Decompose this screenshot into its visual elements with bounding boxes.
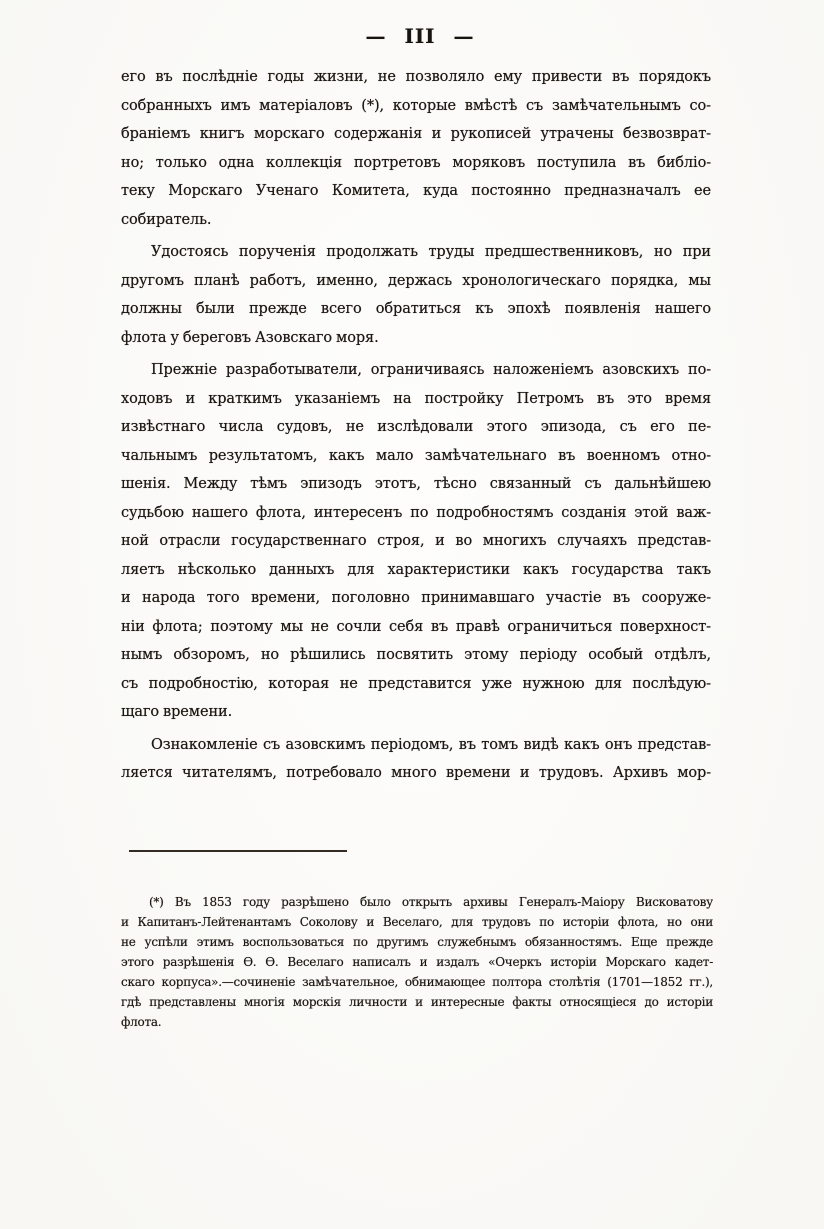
text-line: судьбою нашего флота, интересенъ по подробностямъ созданія этой важ- xyxy=(121,504,711,521)
text-line: но; только одна коллекція портретовъ моряковъ поступила въ библіо- xyxy=(121,154,711,171)
text-line: теку Морскаго Ученаго Комитета, куда постоянно предназначалъ ее xyxy=(121,183,711,199)
body-text xyxy=(121,63,711,792)
paragraph xyxy=(121,63,711,234)
text-line: ходовъ и краткимъ указаніемъ на постройку Петромъ въ это время xyxy=(121,390,711,407)
footnote-line: не успѣли этимъ воспользоваться по другимъ служебнымъ обязанностямъ. Еще прежде xyxy=(121,935,713,949)
text-line: флота у береговъ Азовскаго моря. xyxy=(121,329,379,346)
footnote-line: флота. xyxy=(121,1015,162,1029)
text-line: Ознакомленіе съ азовскимъ періодомъ, въ томъ видѣ какъ онъ представ- xyxy=(151,736,711,753)
text-line: шенія. Между тѣмъ эпизодъ этотъ, тѣсно связанный съ дальнѣйшею xyxy=(121,476,711,492)
footnote-line: скаго корпуса».—сочиненіе замѣчательное, обнимающее полтора столѣтія (1701—1852 гг.), xyxy=(121,975,713,989)
footnote-line: этого разрѣшенія Ѳ. Ѳ. Веселаго написалъ и издалъ «Очеркъ исторіи Морскаго кадет- xyxy=(121,955,713,969)
text-line: Прежніе разработыватели, ограничиваясь наложеніемъ азовскихъ по- xyxy=(151,362,711,378)
text-line: ляетъ нѣсколько данныхъ для характеристики какъ государства такъ xyxy=(121,561,711,578)
paragraph xyxy=(121,731,711,788)
text-line: другомъ планѣ работъ, именно, держась хронологическаго порядка, мы xyxy=(121,272,711,289)
text-line: Удостоясь порученія продолжать труды предшественниковъ, но при xyxy=(151,244,711,260)
text-line: его въ послѣдніе годы жизни, не позволяло ему привести въ порядокъ xyxy=(121,69,711,85)
text-line: должны были прежде всего обратиться къ эпохѣ появленія нашего xyxy=(121,301,711,317)
text-line: нымъ обзоромъ, но рѣшились посвятить этому періоду особый отдѣлъ, xyxy=(121,647,711,663)
footnote-line: и Капитанъ-Лейтенантамъ Соколову и Веселаго, для трудовъ по исторіи флота, но они xyxy=(121,915,713,929)
text-line: и народа того времени, поголовно принимавшаго участіе въ сооруже- xyxy=(121,590,711,606)
text-line: ніи флота; поэтому мы не сочли себя въ правѣ ограничиться поверхност- xyxy=(121,618,711,635)
footnote-line: (*) Въ 1853 году разрѣшено было открыть архивы Генералъ-Маіору Висковатову xyxy=(149,895,713,909)
text-line: собиратель. xyxy=(121,211,212,228)
text-line: ной отрасли государственнаго строя, и во многихъ случаяхъ представ- xyxy=(121,533,711,549)
page-number: — III — xyxy=(365,24,475,48)
text-line: чальнымъ результатомъ, какъ мало замѣчательнаго въ военномъ отно- xyxy=(121,447,711,464)
text-line: щаго времени. xyxy=(121,704,233,720)
text-line: извѣстнаго числа судовъ, не изслѣдовали этого эпизода, съ его пе- xyxy=(121,419,711,435)
paragraph xyxy=(121,356,711,727)
footnote-rule xyxy=(129,850,347,852)
paragraph xyxy=(121,238,711,352)
footnote xyxy=(121,892,713,1032)
text-line: ляется читателямъ, потребовало много времени и трудовъ. Архивъ мор- xyxy=(121,765,711,781)
footnote-line: гдѣ представлены многія морскія личности и интересные факты относящіеся до исторіи xyxy=(121,995,713,1009)
text-line: браніемъ книгъ морскаго содержанія и рукописей утрачены безвозврат- xyxy=(121,126,711,142)
text-line: собранныхъ имъ матеріаловъ (*), которые вмѣстѣ съ замѣчательнымъ со- xyxy=(121,97,711,114)
text-line: съ подробностію, которая не представится уже нужною для послѣдую- xyxy=(121,675,711,692)
